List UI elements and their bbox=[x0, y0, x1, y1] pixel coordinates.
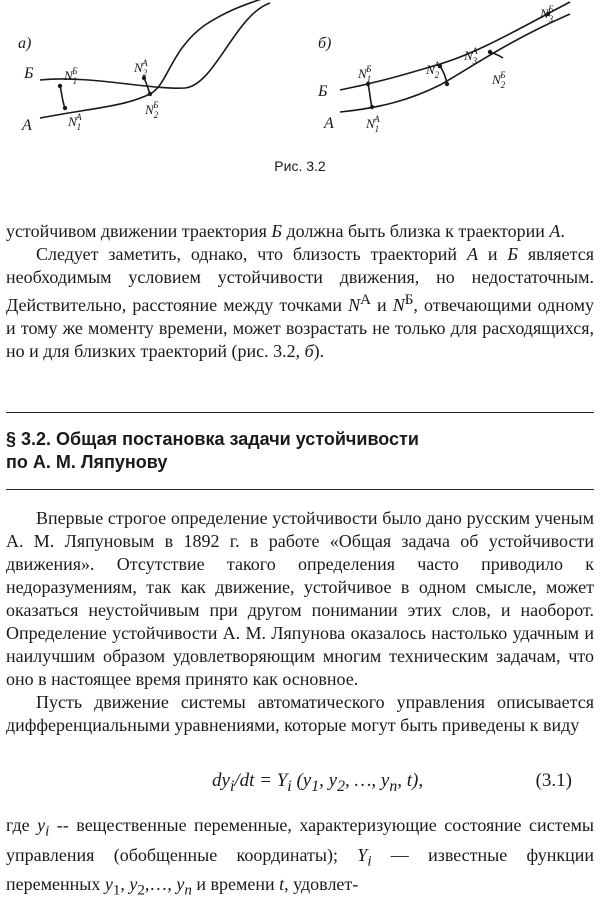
panel-b-curve-a-label: А bbox=[324, 115, 334, 132]
panel-a-label-n1a: $N_1А$ bbox=[68, 112, 82, 132]
panel-b-label-n2b: $N_2Б$ bbox=[492, 70, 506, 90]
panel-b-label-n1b: $N_1Б$ bbox=[358, 64, 372, 84]
panel-b-point-n3a bbox=[488, 50, 492, 54]
paragraph-4: Пусть движение системы автоматического управления описывается дифференциальными уравнениями, которые могут быть приведены к виду bbox=[6, 692, 594, 735]
panel-b-label-n3a: $N_3А$ bbox=[464, 46, 478, 66]
section-title-line-1: § 3.2. Общая постановка задачи устойчивости bbox=[6, 429, 419, 449]
panel-b-label-n3b: $N_3Б$ bbox=[540, 4, 554, 24]
panel-a-label-n1b: $N_1Б$ bbox=[64, 66, 78, 86]
section-heading bbox=[6, 428, 594, 474]
panel-a-label: а) bbox=[18, 35, 32, 52]
panel-a-curve-b-label: Б bbox=[24, 65, 34, 82]
figure-3-2 bbox=[0, 0, 600, 150]
section-rule-bottom bbox=[6, 489, 594, 490]
panel-a-point-n1a bbox=[63, 106, 67, 110]
panel-b-label-n1a: $N_1А$ bbox=[366, 114, 380, 134]
panel-a-segment-1 bbox=[60, 86, 65, 108]
text-block-top bbox=[6, 220, 594, 363]
paragraph-3: Впервые строгое определение устойчивости было дано русским ученым А. М. Ляпуновым в 1892 г. в работе «Общая задача об устойчивости движения». Отсутствие такого определения часто приводило к недоразумениям, так как движение, устойчивое в одном смысле, может оказаться неустойчивым при другом понимании этих слов, и наоборот. Определение устойчивости А. М. Ляпунова оказалось настолько удачным и наилучшим образом удовлетворяющим многим техническим задачам, что оно в настоящее время принято как основное. bbox=[6, 508, 594, 689]
figure-caption: Рис. 3.2 bbox=[274, 158, 326, 174]
equation-body: $dy_i/dt = Y_i$ ($y_1$, $y_2$, …, $y_n$, t), bbox=[212, 770, 424, 795]
panel-b-point-n2b bbox=[445, 82, 449, 86]
paragraph-1: устойчивом движении траектория Б должна быть близка к траектории А. bbox=[6, 221, 565, 241]
panel-a-label-n2a: $N_2А$ bbox=[134, 58, 148, 78]
text-block-bottom bbox=[6, 507, 594, 737]
paragraph-5: где $y_i$ -- вещественные переменные, характеризующие состояние системы управления (обобщенные координаты); $Y_i$ — известные функции переменных $y_1$, $y_2,\dots$, $y_n$ и времени t, удовлет- bbox=[6, 815, 595, 899]
panel-a-point-n2b bbox=[148, 92, 152, 96]
paragraph-2: Следует заметить, однако, что близость траекторий А и Б является необходимым условием устойчивости движения, но недостаточным. Действительно, расстояние между точками $N^А$ и $N^Б$, отвечающими одному и тому же моменту времени, может возрастать не только для расходящихся, но и для близких траекторий (рис. 3.2, б). bbox=[6, 244, 594, 361]
section-rule-top bbox=[6, 412, 594, 413]
panel-b bbox=[317, 2, 570, 134]
panel-b-label: б) bbox=[318, 35, 332, 52]
panel-b-curve-b-label: Б bbox=[318, 83, 328, 100]
panel-a-label-n2b: $N_2Б$ bbox=[145, 100, 159, 120]
equation-number: (3.1) bbox=[535, 770, 572, 791]
panel-b-segment-1 bbox=[368, 84, 372, 107]
panel-a-curve-a-label: А bbox=[22, 117, 32, 134]
equation-3-1 bbox=[0, 770, 600, 794]
section-title-line-2: по А. М. Ляпунову bbox=[6, 452, 168, 472]
panel-b-segment-2 bbox=[440, 66, 447, 84]
panel-b-label-n2a: $N_2А$ bbox=[426, 60, 440, 80]
panel-a bbox=[18, 0, 275, 134]
panel-b-point-n1a bbox=[370, 105, 374, 109]
text-block-final bbox=[6, 814, 594, 903]
panel-b-curve-a bbox=[340, 14, 570, 112]
panel-a-point-n1b bbox=[58, 84, 62, 88]
